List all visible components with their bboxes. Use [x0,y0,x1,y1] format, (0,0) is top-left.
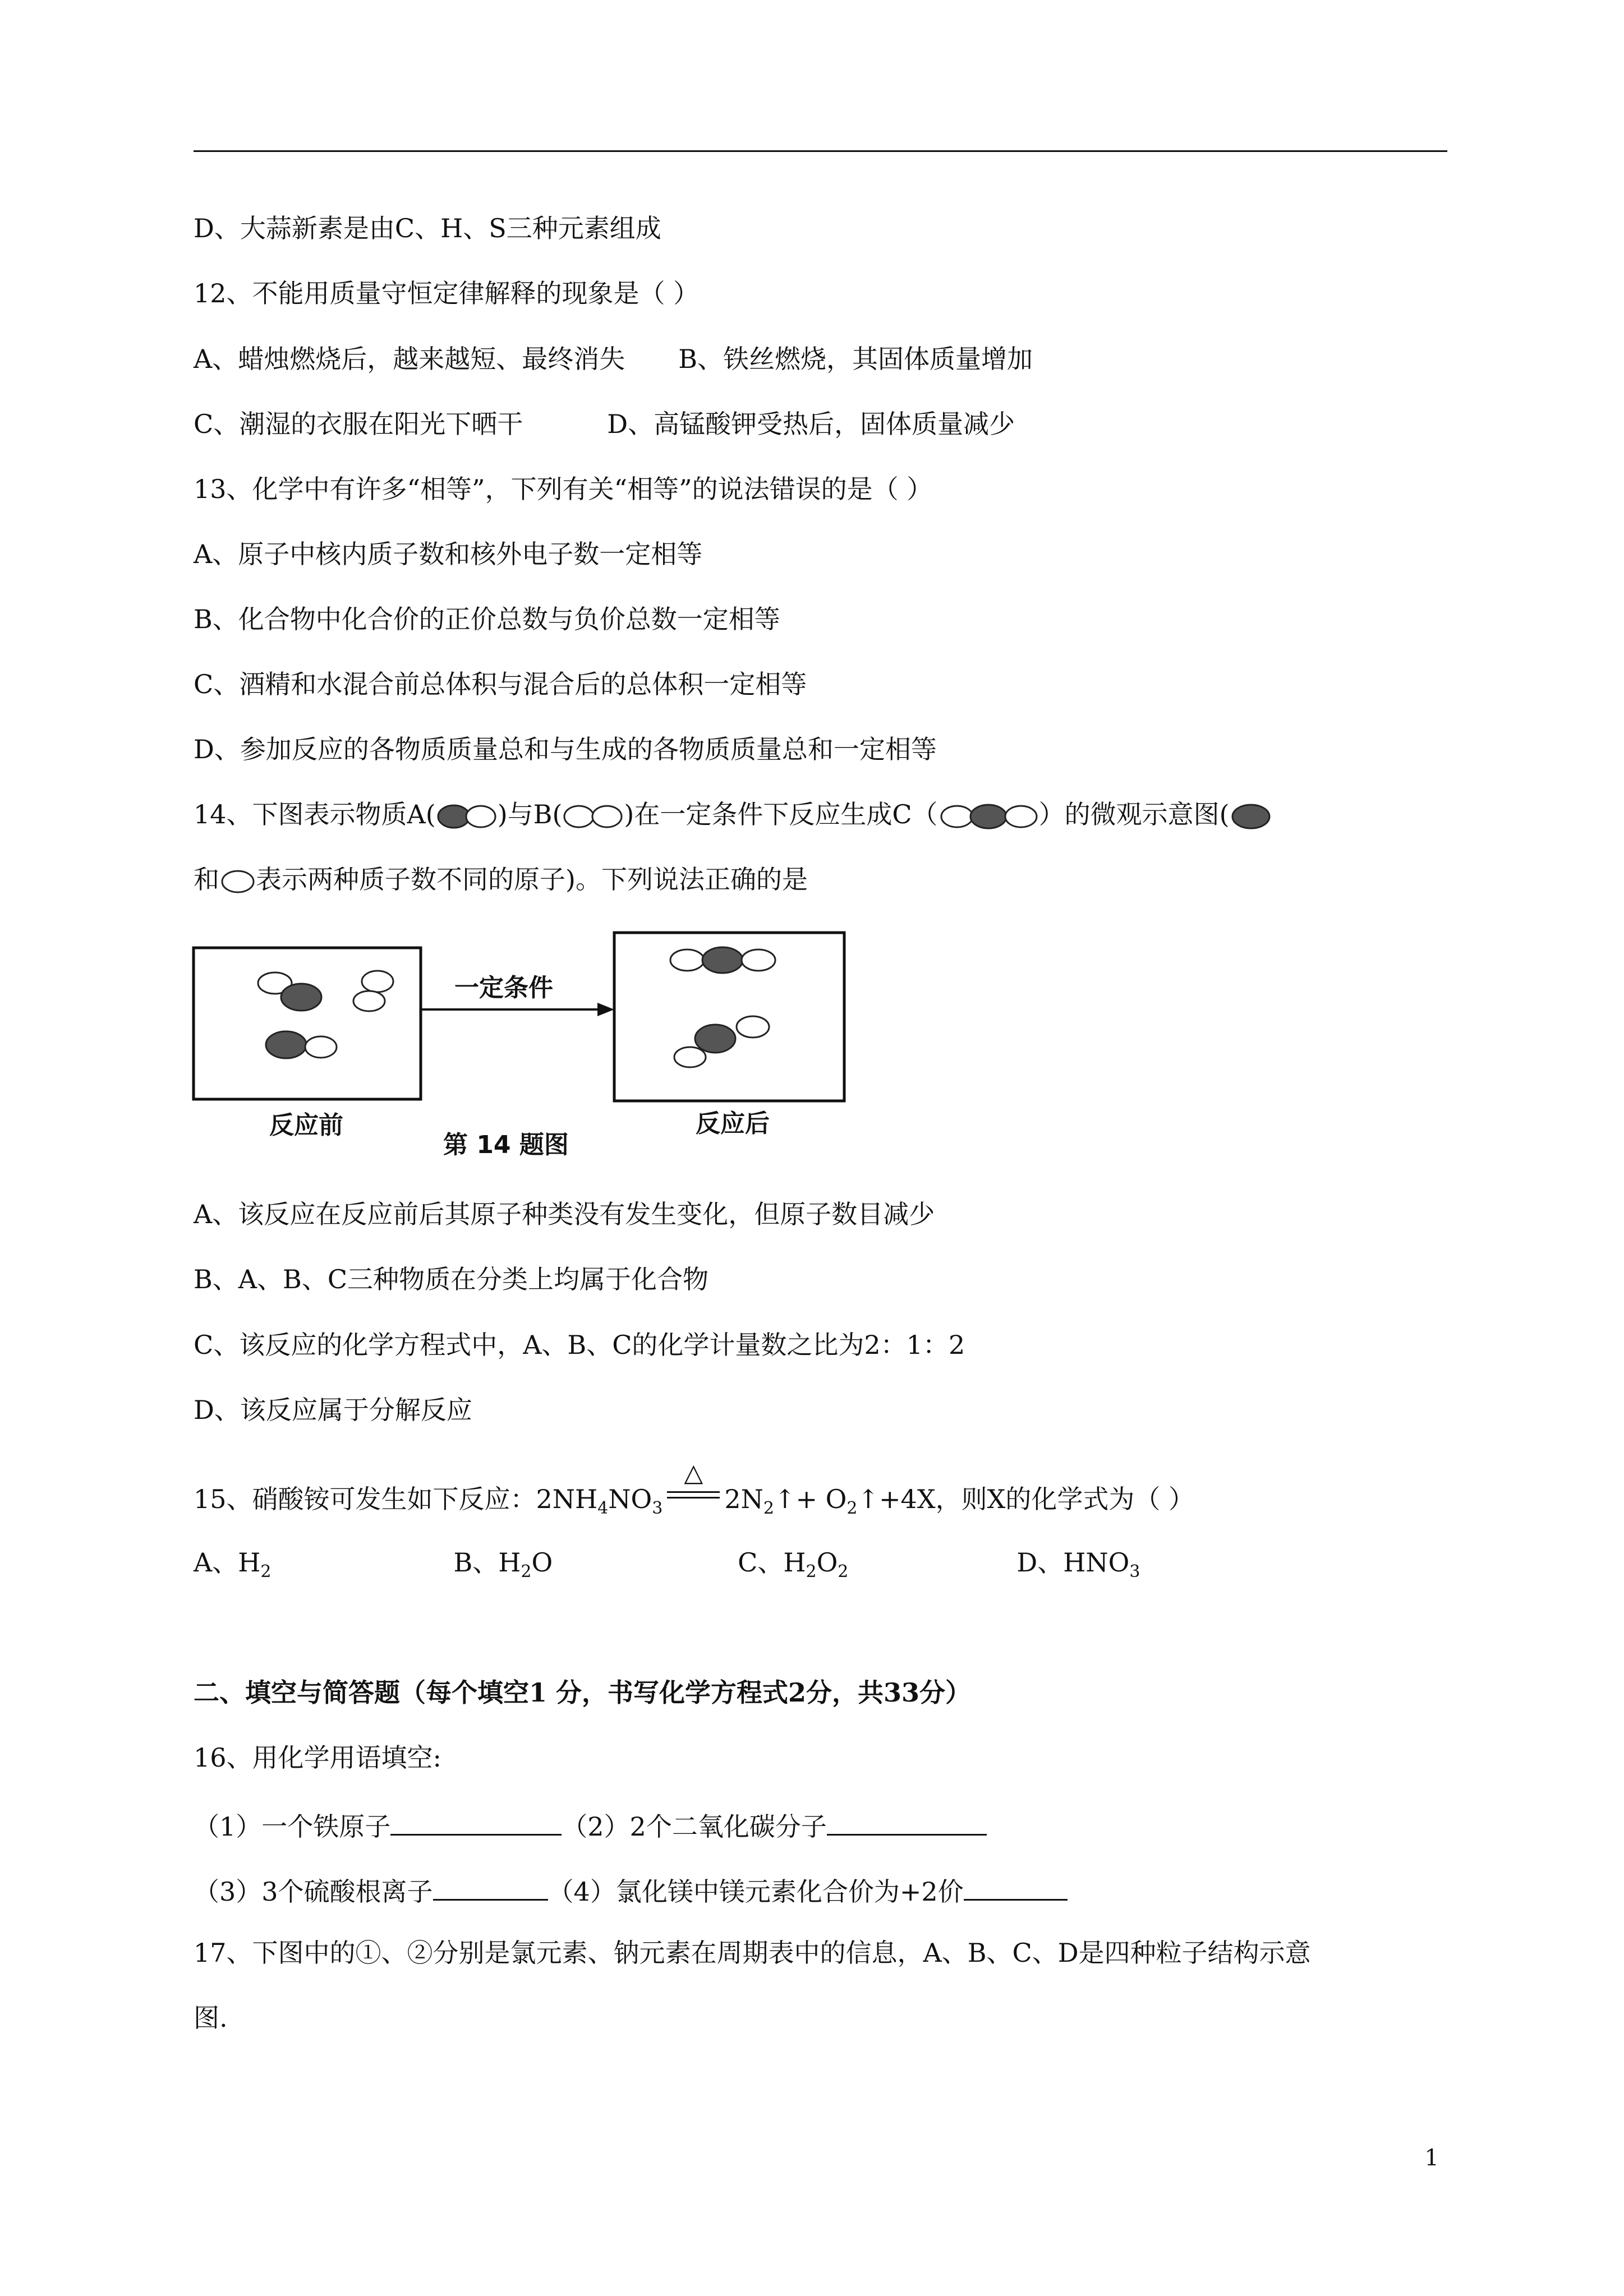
q14-option-d: D、该反应属于分解反应 [194,1395,472,1425]
question-15 [194,1459,1194,1518]
question-14 [194,797,1272,831]
page-number: 1 [1424,2145,1439,2171]
arrow-head [597,1003,614,1016]
figure-caption: 第 14 题图 [443,1131,569,1159]
q13-option-d: D、参加反应的各物质质量总和与生成的各物质质量总和一定相等 [194,734,937,764]
q12-option-d: D、高锰酸钾受热后，固体质量减少 [607,409,1015,439]
question-17: 17、下图中的①、②分别是氯元素、钠元素在周期表中的信息，A、B、C、D是四种粒子结构示意 [194,1938,1311,1968]
sub-3: 3 [652,1499,663,1518]
light-atom-icon [219,868,256,896]
after-label: 反应后 [696,1109,770,1138]
q16-items-12 [194,1806,987,1843]
sub-b: 2 [521,1562,532,1582]
q12-option-a: A、蜡烛燃烧后，越来越短、最终消失 [194,344,625,374]
q16-item-2: （2）2个二氧化碳分子 [562,1811,827,1842]
q15-option-c-o: O [816,1547,838,1578]
reaction-diagram [191,923,864,1124]
q13-option-b: B、化合物中化合价的正价总数与负价总数一定相等 [194,604,780,634]
sub-a: 2 [260,1562,272,1582]
q15-text-1: 15、硝酸铵可发生如下反应：2NH [194,1484,598,1514]
q15-text-3: 2N [724,1484,763,1514]
sub-c1: 2 [806,1562,817,1582]
answer-blank-3[interactable] [433,1871,548,1901]
q15-option-c: C、H [738,1547,806,1578]
q16-item-3: （3）3个硫酸根离子 [194,1877,433,1907]
sub-2a: 2 [763,1499,774,1518]
q12-option-c: C、潮湿的衣服在阳光下晒干 [194,409,523,439]
q15-option-a: A、H [194,1547,261,1578]
q14-text-3: )在一定条件下反应生成C（ [624,799,938,829]
arrow-condition-label: 一定条件 [454,974,553,1002]
delta-symbol: △ [684,1459,703,1487]
sub-4: 4 [597,1499,609,1518]
question-13: 13、化学中有许多“相等”，下列有关“相等”的说法错误的是（ ） [194,474,933,504]
sub-c2: 2 [838,1562,849,1582]
q14-text-4: ）的微观示意图( [1038,799,1230,829]
q14-text-5: 和 [194,864,219,895]
molecule-b-icon [562,803,624,831]
q15-text-2: NO [608,1484,652,1514]
answer-blank-4[interactable] [964,1871,1068,1901]
q15-options [194,1546,1140,1582]
q14-text-6: 表示两种质子数不同的原子)。下列说法正确的是 [256,864,808,895]
sub-2b: 2 [846,1499,858,1518]
before-label: 反应前 [269,1111,343,1140]
q14-text-1: 14、下图表示物质A( [194,799,436,829]
q16-item-4: （4）氯化镁中镁元素化合价为+2价 [548,1877,964,1907]
section-2-heading: 二、填空与简答题（每个填空1 分，书写化学方程式2分，共33分） [194,1677,972,1708]
heat-condition-symbol [663,1459,724,1511]
q15-option-d: D、HNO [1016,1547,1130,1578]
q16-item-1: （1）一个铁原子 [194,1811,391,1842]
q15-option-b: B、H [453,1547,521,1578]
header-rule [194,150,1447,152]
q14-option-b: B、A、B、C三种物质在分类上均属于化合物 [194,1264,709,1294]
q12-options-cd [194,407,1015,441]
dark-atom-icon [1230,803,1272,831]
molecule-a-icon [436,803,498,831]
q14-option-c: C、该反应的化学方程式中，A、B、C的化学计量数之比为2：1：2 [194,1330,965,1360]
answer-blank-2[interactable] [827,1806,987,1836]
q15-text-4: ↑+ O [774,1484,847,1514]
question-12: 12、不能用质量守恒定律解释的现象是（ ） [194,278,700,308]
q15-text-5: ↑+4X，则X的化学式为（ ） [857,1484,1194,1514]
q15-option-b-o: O [531,1547,553,1578]
answer-blank-1[interactable] [390,1806,562,1836]
molecule-c-icon [938,803,1039,831]
q13-option-c: C、酒精和水混合前总体积与混合后的总体积一定相等 [194,669,807,699]
q12-options-ab [194,342,1033,376]
q14-text-2: )与B( [497,799,563,829]
question-14-cont [194,863,808,896]
question-17-cont: 图. [194,2003,228,2033]
sub-d: 3 [1129,1562,1140,1582]
option-d-q11: D、大蒜新素是由C、H、S三种元素组成 [194,213,661,243]
before-box [194,948,421,1099]
q13-option-a: A、原子中核内质子数和核外电子数一定相等 [194,539,703,569]
q14-option-a: A、该反应在反应前后其原子种类没有发生变化，但原子数目减少 [194,1199,935,1229]
q16-items-34 [194,1871,1068,1908]
q12-option-b: B、铁丝燃烧，其固体质量增加 [678,344,1033,374]
question-16: 16、用化学用语填空: [194,1742,442,1773]
